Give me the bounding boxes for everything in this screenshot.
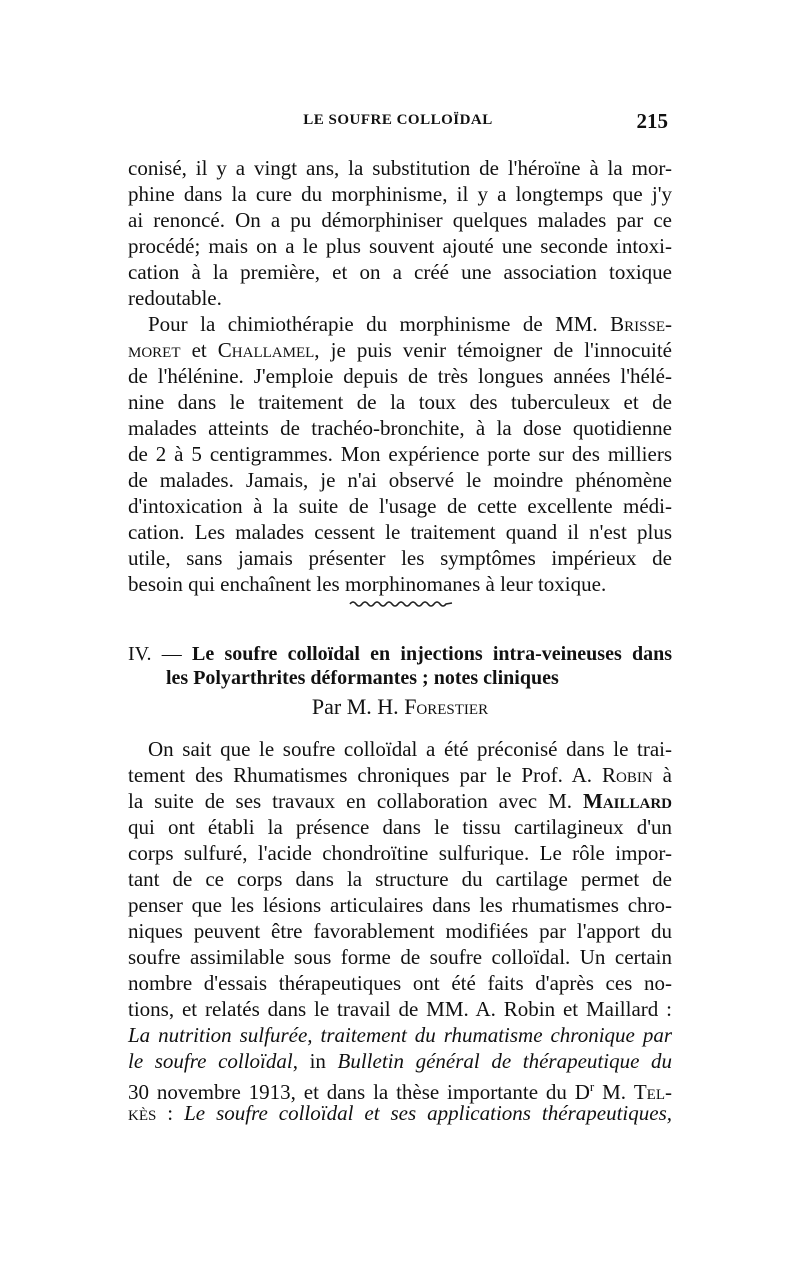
text-line: cation. Les malades cessent le traitement quand il n'est plus (128, 520, 672, 544)
text-line (128, 1048, 672, 1074)
text-line: de 2 à 5 centigrammes. Mon expérience porte sur des milliers (128, 442, 672, 466)
author-name: Forestier (404, 694, 489, 719)
text-span: à (652, 763, 672, 787)
text-line: cation à la première, et on a créé une association toxique (128, 260, 672, 284)
text-line: nombre d'essais thérapeutiques ont été faits d'après ces no- (128, 971, 672, 995)
text-line (128, 337, 672, 363)
text-span: M. (594, 1080, 634, 1104)
text-line: conisé, il y a vingt ans, la substitution de l'héroïne à la mor- (128, 156, 672, 180)
text-line: ai renoncé. On a pu démorphiniser quelques malades par ce (128, 208, 672, 232)
text-line: niques peuvent être favorablement modifiées par l'apport du (128, 919, 672, 943)
author-name: Maillard (583, 789, 672, 813)
text-line: tant de ce corps dans la structure du cartilage permet de (128, 867, 672, 891)
text-span: et (180, 338, 218, 362)
text-line: d'intoxication à la suite de l'usage de cette excellente médi- (128, 494, 672, 518)
text-span: : (156, 1101, 185, 1125)
text-span: Pour la chimiothérapie du morphinisme de MM. (148, 312, 611, 336)
author-name: Challamel (217, 338, 315, 362)
text-line: besoin qui enchaînent les morphinomanes à leur toxique. (128, 572, 607, 596)
text-span: 30 novembre 1913, et dans la thèse importante du D (128, 1080, 590, 1104)
text-line: penser que les lésions articulaires dans les rhumatismes chro- (128, 893, 672, 917)
author-name: moret (128, 338, 181, 362)
italic-span: Le soufre colloïdal et ses applications thérapeutiques, (184, 1101, 672, 1125)
section-title: Le soufre colloïdal en injections intra-veineuses dans (192, 643, 672, 665)
text-line (148, 311, 672, 337)
author-name: Tel- (633, 1080, 672, 1104)
running-title: LE SOUFRE COLLOÏDAL (303, 112, 493, 128)
text-line: nine dans le traitement de la toux des tuberculeux et de (128, 390, 672, 414)
text-line: de malades. Jamais, je n'ai observé le moindre phénomène (128, 468, 672, 492)
text-line: redoutable. (128, 286, 222, 310)
text-line: phine dans la cure du morphinisme, il y a longtemps que j'y (128, 182, 672, 206)
author-name: Robin (602, 763, 653, 787)
author-name: kès (128, 1101, 157, 1125)
text-line: tions, et relatés dans le travail de MM. A. Robin et Maillard : (128, 997, 672, 1021)
text-line: On sait que le soufre colloïdal a été préconisé dans le trai- (148, 737, 672, 761)
section-heading-line (128, 641, 672, 667)
text-line: qui ont établi la présence dans le tissu cartilagineux d'un (128, 815, 672, 839)
text-line (128, 788, 672, 814)
ornament-divider (348, 599, 454, 609)
running-head (128, 109, 668, 138)
text-span: tement des Rhumatismes chroniques par le Prof. A. (128, 763, 603, 787)
text-line (128, 1100, 672, 1126)
text-span: , je puis venir témoigner de l'innocuité (314, 338, 672, 362)
section-numeral: IV. — (128, 643, 193, 665)
author-name: Brisse- (610, 312, 672, 336)
byline-prefix: Par M. H. (311, 694, 405, 719)
text-line: malades atteints de trachéo-bronchite, à la dose quotidienne (128, 416, 672, 440)
italic-span: Bulletin général de thérapeutique du (337, 1049, 672, 1073)
text-line: procédé; mais on a le plus souvent ajouté une seconde intoxi- (128, 234, 672, 258)
text-line: utile, sans jamais présenter les symptômes impérieux de (128, 546, 672, 570)
text-line (128, 762, 672, 788)
byline (128, 694, 672, 720)
page-number: 215 (636, 109, 668, 133)
text-line: La nutrition sulfurée, traitement du rhumatisme chronique par (128, 1023, 672, 1047)
section-heading-line: les Polyarthrites déformantes ; notes cliniques (166, 667, 559, 689)
italic-span: le soufre colloïdal (128, 1049, 293, 1073)
text-line: soufre assimilable sous forme de soufre colloïdal. Un certain (128, 945, 672, 969)
text-span: la suite de ses travaux en collaboration avec M. (128, 789, 583, 813)
text-line: corps sulfuré, l'acide chondroïtine sulfurique. Le rôle impor- (128, 841, 672, 865)
superscript: r (589, 1079, 595, 1094)
text-line: de l'hélénine. J'emploie depuis de très longues années l'hélé- (128, 364, 672, 388)
text-span: , in (292, 1049, 338, 1073)
